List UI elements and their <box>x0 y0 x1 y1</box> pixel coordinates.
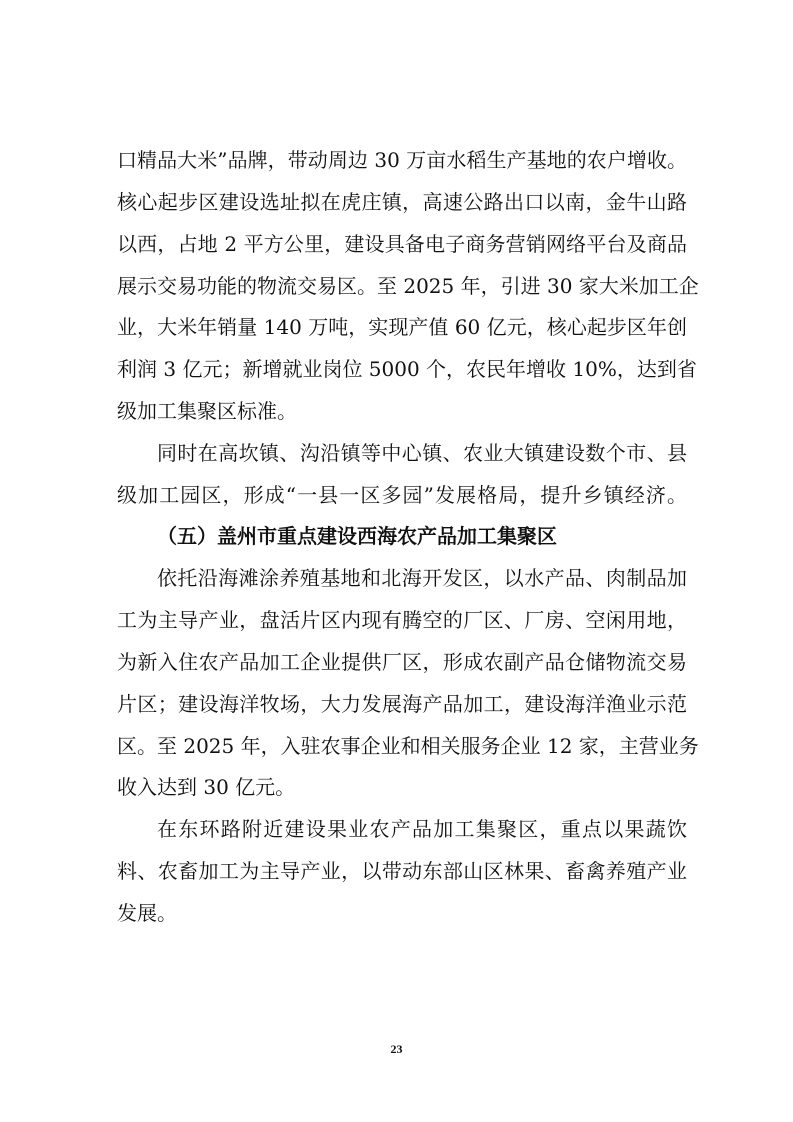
body-text-line: 片区；建设海洋牧场，大力发展海产品加工，建设海洋渔业示范 <box>117 692 687 716</box>
body-text-line: 核心起步区建设选址拟在虎庄镇，高速公路出口以南，金牛山路 <box>117 190 687 214</box>
body-text-line: 为新入住农产品加工企业提供厂区，形成农副产品仓储物流交易 <box>117 650 687 674</box>
body-text-line: 在东环路附近建设果业农产品加工集聚区，重点以果蔬饮 <box>157 817 687 841</box>
body-text-line: 依托沿海滩涂养殖基地和北海开发区，以水产品、肉制品加 <box>157 566 687 590</box>
body-text-line: 级加工集聚区标准。 <box>117 399 297 423</box>
body-text-line: 同时在高坎镇、沟沿镇等中心镇、农业大镇建设数个市、县 <box>157 441 687 465</box>
body-text-line: 展示交易功能的物流交易区。至 2025 年，引进 30 家大米加工企 <box>117 274 699 298</box>
body-text-line: 以西，占地 2 平方公里，建设具备电子商务营销网络平台及商品 <box>117 232 687 256</box>
body-text-line: 口精品大米”品牌，带动周边 30 万亩水稻生产基地的农户增收。 <box>117 148 687 172</box>
body-text-line: 级加工园区，形成“一县一区多园”发展格局，提升乡镇经济。 <box>117 483 687 507</box>
body-text-line: 发展。 <box>117 901 177 925</box>
page-number: 23 <box>390 1042 403 1056</box>
body-text-line: 利润 3 亿元；新增就业岗位 5000 个，农民年增收 10%，达到省 <box>117 357 697 381</box>
body-text-line: 收入达到 30 亿元。 <box>117 775 296 799</box>
section-heading: （五）盖州市重点建设西海农产品加工集聚区 <box>157 524 557 548</box>
body-text-line: 业，大米年销量 140 万吨，实现产值 60 亿元，核心起步区年创 <box>117 315 687 339</box>
body-text-line: 工为主导产业，盘活片区内现有腾空的厂区、厂房、空闲用地， <box>117 608 687 632</box>
body-text-line: 料、农畜加工为主导产业，以带动东部山区林果、畜禽养殖产业 <box>117 859 687 883</box>
body-text-line: 区。至 2025 年，入驻农事企业和相关服务企业 12 家，主营业务 <box>117 734 699 758</box>
